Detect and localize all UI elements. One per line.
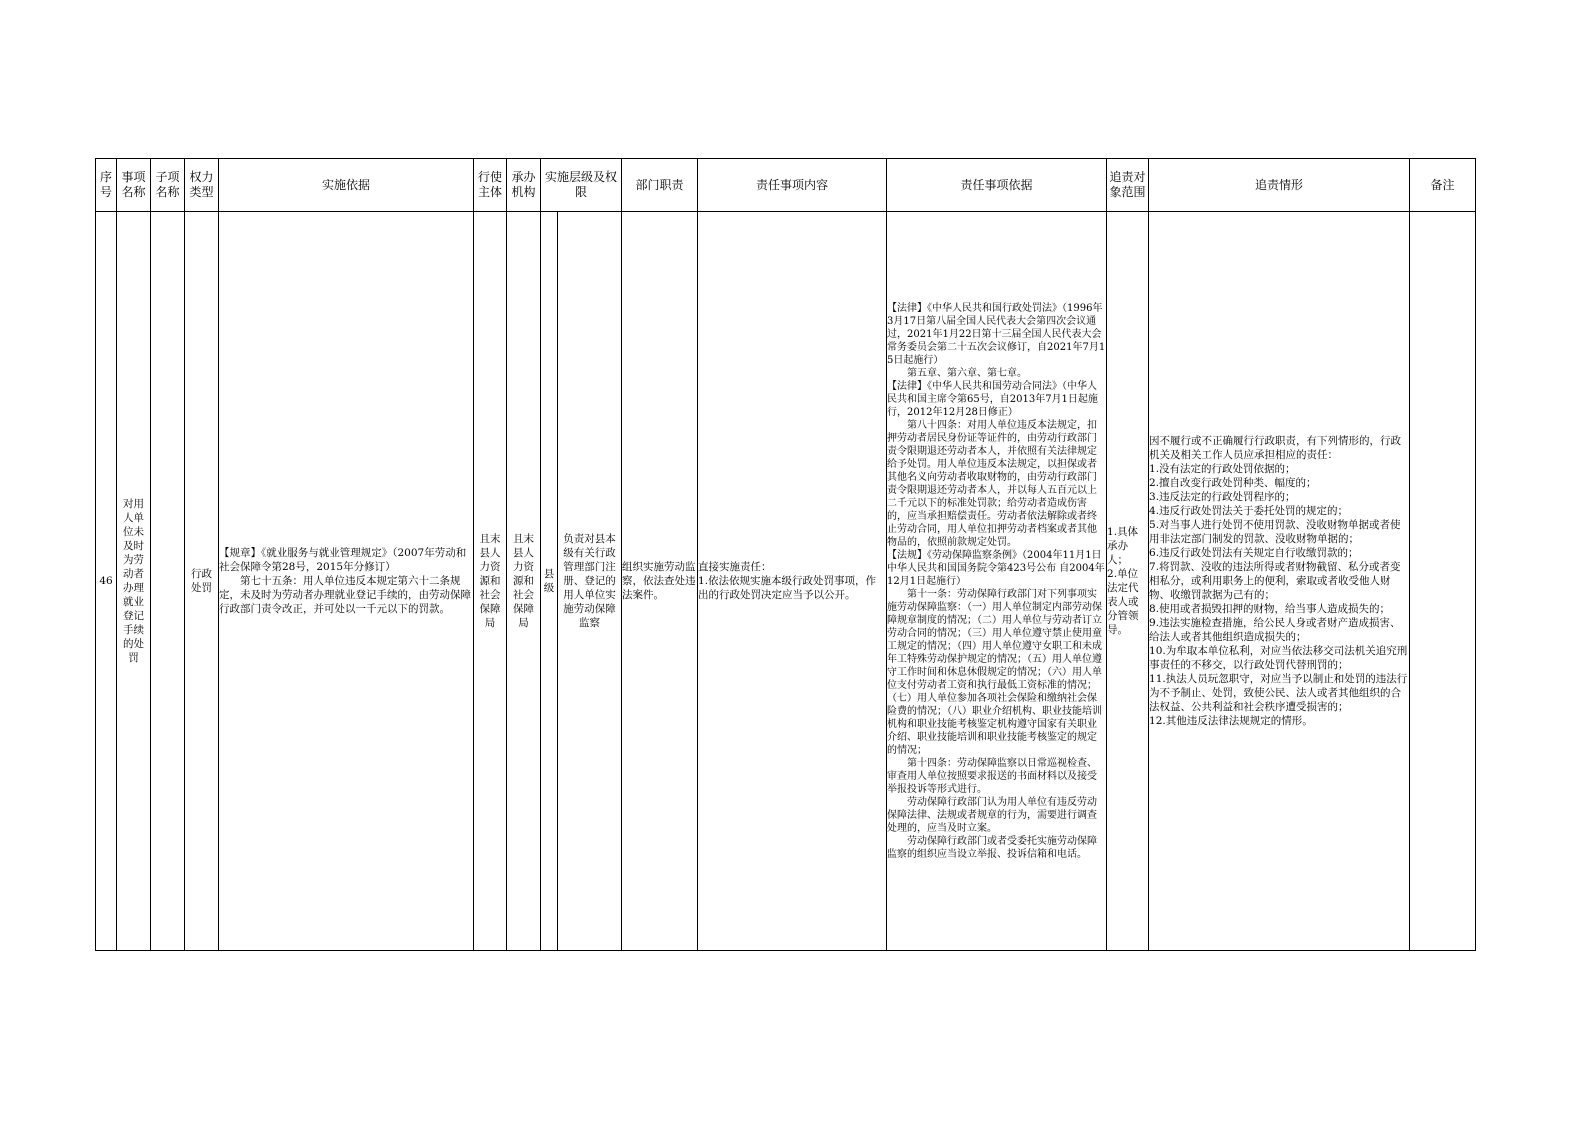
- cell-power-type: 行政处罚: [185, 212, 219, 951]
- table-row: [96, 212, 1476, 951]
- power-list-table: [95, 158, 1476, 951]
- cell-situation: 因不履行或不正确履行行政职责，有下列情形的，行政机关及相关工作人员应承担相应的责任： 1.没有法定的行政处罚依据的； 2.擅自改变行政处罚种类、幅度的； 3.违反法定的行政处罚程序的； 4.违反行政处罚法关于委托处罚的规定的； 5.对当事人进行处罚不使用罚款、没收财物单据或者使用非法定部门制发的罚款、没收财物单据的； 6.违反行政处罚法有关规定自行收缴罚款的； 7.将罚款、没收的违法所得或者财物截留、私分或者变相私分，或利用职务上的便利，索取或者收受他人财物、收缴罚款据为己有的； 8.使用或者损毁扣押的财物，给当事人造成损失的； 9.违法实施检查措施，给公民人身或者财产造成损害、给法人或者其他组织造成损失的； 10.为牟取本单位私利，对应当依法移交司法机关追究刑事责任的不移交，以行政处罚代替刑罚的； 11.执法人员玩忽职守，对应当予以制止和处罚的违法行为不予制止、处罚，致使公民、法人或者其他组织的合法权益、公共利益和社会秩序遭受损害的； 12.其他违反法律法规规定的情形。: [1149, 212, 1410, 951]
- header-duty: 部门职责: [622, 159, 698, 212]
- cell-basis: 【规章】《就业服务与就业管理规定》（2007年劳动和社会保障令第28号，2015年分修订） 第七十五条：用人单位违反本规定第六十二条规定，未及时为劳动者办理就业登记手续的，由劳动保障行政部门责令改正，并可处以一千元以下的罚款。: [219, 212, 474, 951]
- header-resp-content: 责任事项内容: [698, 159, 887, 212]
- header-scope: 追责对象范围: [1107, 159, 1149, 212]
- cell-scope: 1.具体承办人； 2.单位法定代表人或分管领导。: [1107, 212, 1149, 951]
- cell-seq: 46: [96, 212, 117, 951]
- cell-duty: 组织实施劳动监察，依法查处违法案件。: [622, 212, 698, 951]
- header-situation: 追责情形: [1149, 159, 1410, 212]
- cell-resp-basis: 【法律】《中华人民共和国行政处罚法》（1996年3月17日第八届全国人民代表大会第四次会议通过，2021年1月22日第十三届全国人民代表大会常务委员会第二十五次会议修订，自2021年7月15日起施行） 第五章、第六章、第七章。 【法律】《中华人民共和国劳动合同法》（中华人民共和国主席令第65号，自2013年7月1日起施行，2012年12月28日修正） 第八十四条：对用人单位违反本法规定，扣押劳动者居民身份证等证件的，由劳动行政部门责令限期退还劳动者本人，并依照有关法律规定给予处罚。用人单位违反本法规定，以担保或者其他名义向劳动者收取财物的，由劳动行政部门责令限期退还劳动者本人，并以每人五百元以上二千元以下的标准处罚款；给劳动者造成伤害的，应当承担赔偿责任。劳动者依法解除或者终止劳动合同，用人单位扣押劳动者档案或者其他物品的，依照前款规定处罚。 【法规】《劳动保障监察条例》（2004年11月1日中华人民共和国国务院令第423号公布 自2004年12月1日起施行） 第十一条：劳动保障行政部门对下列事项实施劳动保障监察：（一）用人单位制定内部劳动保障规章制度的情况；（二）用人单位与劳动者订立劳动合同的情况；（三）用人单位遵守禁止使用童工规定的情况；（四）用人单位遵守女职工和未成年工特殊劳动保护规定的情况；（五）用人单位遵守工作时间和休息休假规定的情况；（六）用人单位支付劳动者工资和执行最低工资标准的情况；（七）用人单位参加各项社会保险和缴纳社会保险费的情况；（八）职业介绍机构、职业技能培训机构和职业技能考核鉴定机构遵守国家有关职业介绍、职业技能培训和职业技能考核鉴定的规定的情况； 第十四条：劳动保障监察以日常巡视检查、审查用人单位按照要求报送的书面材料以及接受举报投诉等形式进行。 劳动保障行政部门认为用人单位有违反劳动保障法律、法规或者规章的行为，需要进行调查处理的，应当及时立案。 劳动保障行政部门或者受委托实施劳动保障监察的组织应当设立举报、投诉信箱和电话。: [887, 212, 1107, 951]
- header-power-type: 权力类型: [185, 159, 219, 212]
- cell-item-name: 对用人单位未及时为劳动者办理就业登记手续的处罚: [117, 212, 151, 951]
- header-level: 实施层级及权限: [541, 159, 622, 212]
- header-basis: 实施依据: [219, 159, 474, 212]
- header-seq: 序号: [96, 159, 117, 212]
- header-sub-item: 子项名称: [151, 159, 185, 212]
- cell-subject: 且末县人力资源和社会保障局: [474, 212, 507, 951]
- header-remark: 备注: [1410, 159, 1476, 212]
- cell-resp-content: 直接实施责任： 1.依法依规实施本级行政处罚事项，作出的行政处罚决定应当予以公开。: [698, 212, 887, 951]
- cell-level: 县级: [541, 212, 558, 951]
- header-organ: 承办机构: [507, 159, 541, 212]
- cell-remark: [1410, 212, 1476, 951]
- header-resp-basis: 责任事项依据: [887, 159, 1107, 212]
- header-row: [96, 159, 1476, 212]
- header-item-name: 事项名称: [117, 159, 151, 212]
- cell-level-scope: 负责对县本级有关行政管理部门注册、登记的用人单位实施劳动保障监察: [558, 212, 622, 951]
- header-subject: 行使主体: [474, 159, 507, 212]
- cell-sub-item: [151, 212, 185, 951]
- cell-organ: 且末县人力资源和社会保障局: [507, 212, 541, 951]
